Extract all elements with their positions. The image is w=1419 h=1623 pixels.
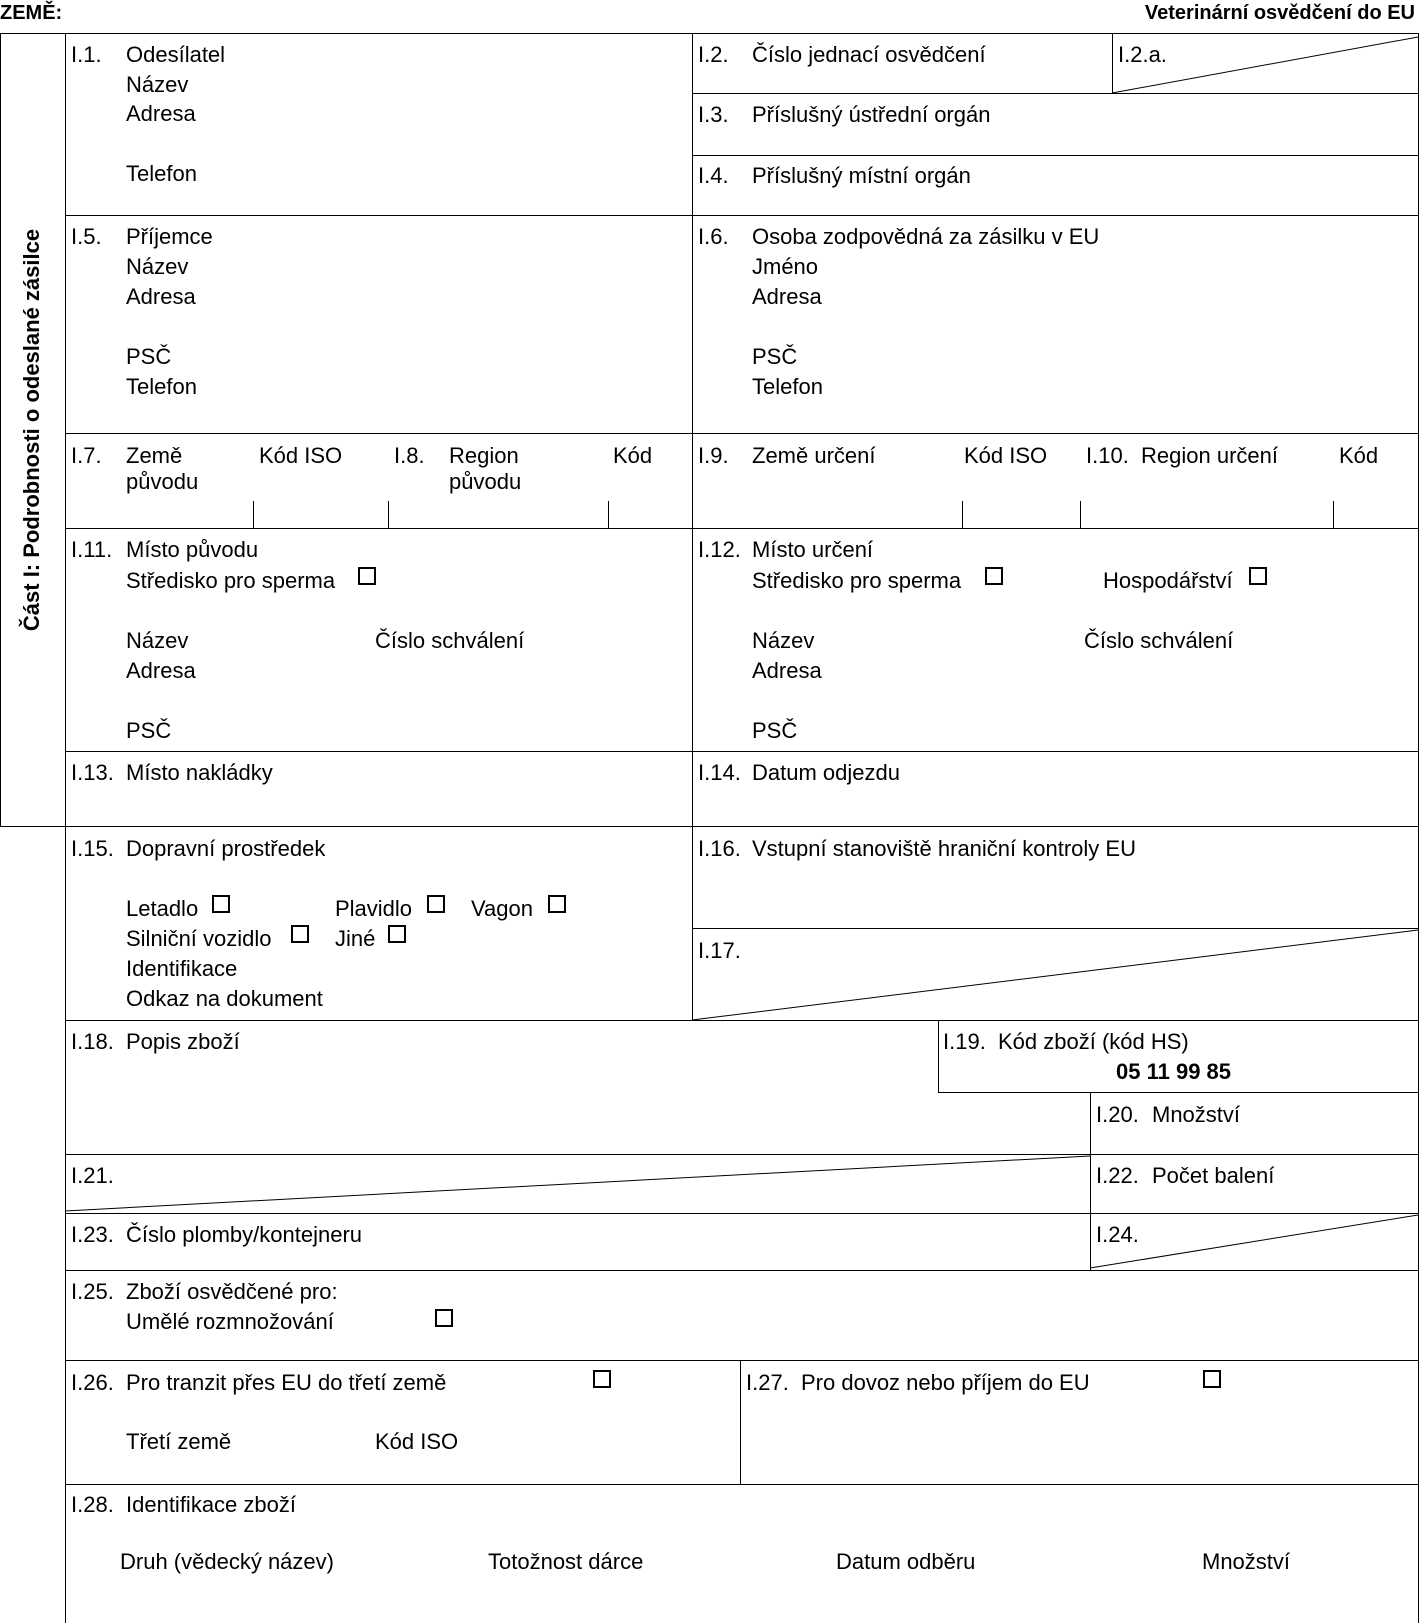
ship-checkbox[interactable] bbox=[427, 895, 445, 913]
consignor-title: Odesílatel bbox=[126, 42, 226, 67]
certificate-title: Veterinární osvědčení do EU bbox=[1144, 2, 1415, 24]
country-label: ZEMĚ: bbox=[0, 2, 63, 24]
transit-checkbox[interactable] bbox=[593, 1370, 611, 1388]
aircraft-checkbox[interactable] bbox=[212, 895, 230, 913]
column-collection-date: Datum odběru bbox=[836, 1549, 976, 1574]
holding-checkbox[interactable] bbox=[1249, 567, 1267, 585]
artificial-reproduction-checkbox[interactable] bbox=[435, 1309, 453, 1327]
column-donor: Totožnost dárce bbox=[488, 1549, 644, 1574]
side-section-label: Část I: Podrobnosti o odeslané zásilce bbox=[19, 228, 44, 632]
other-transport-checkbox[interactable] bbox=[388, 925, 406, 943]
import-checkbox[interactable] bbox=[1203, 1370, 1221, 1388]
column-species: Druh (vědecký název) bbox=[120, 1549, 334, 1574]
hs-code-value: 05 11 99 85 bbox=[1116, 1059, 1232, 1084]
semen-centre-destination-checkbox[interactable] bbox=[985, 567, 1003, 585]
road-vehicle-checkbox[interactable] bbox=[291, 925, 309, 943]
semen-centre-origin-checkbox[interactable] bbox=[358, 567, 376, 585]
wagon-checkbox[interactable] bbox=[548, 895, 566, 913]
column-quantity: Množství bbox=[1202, 1549, 1291, 1574]
